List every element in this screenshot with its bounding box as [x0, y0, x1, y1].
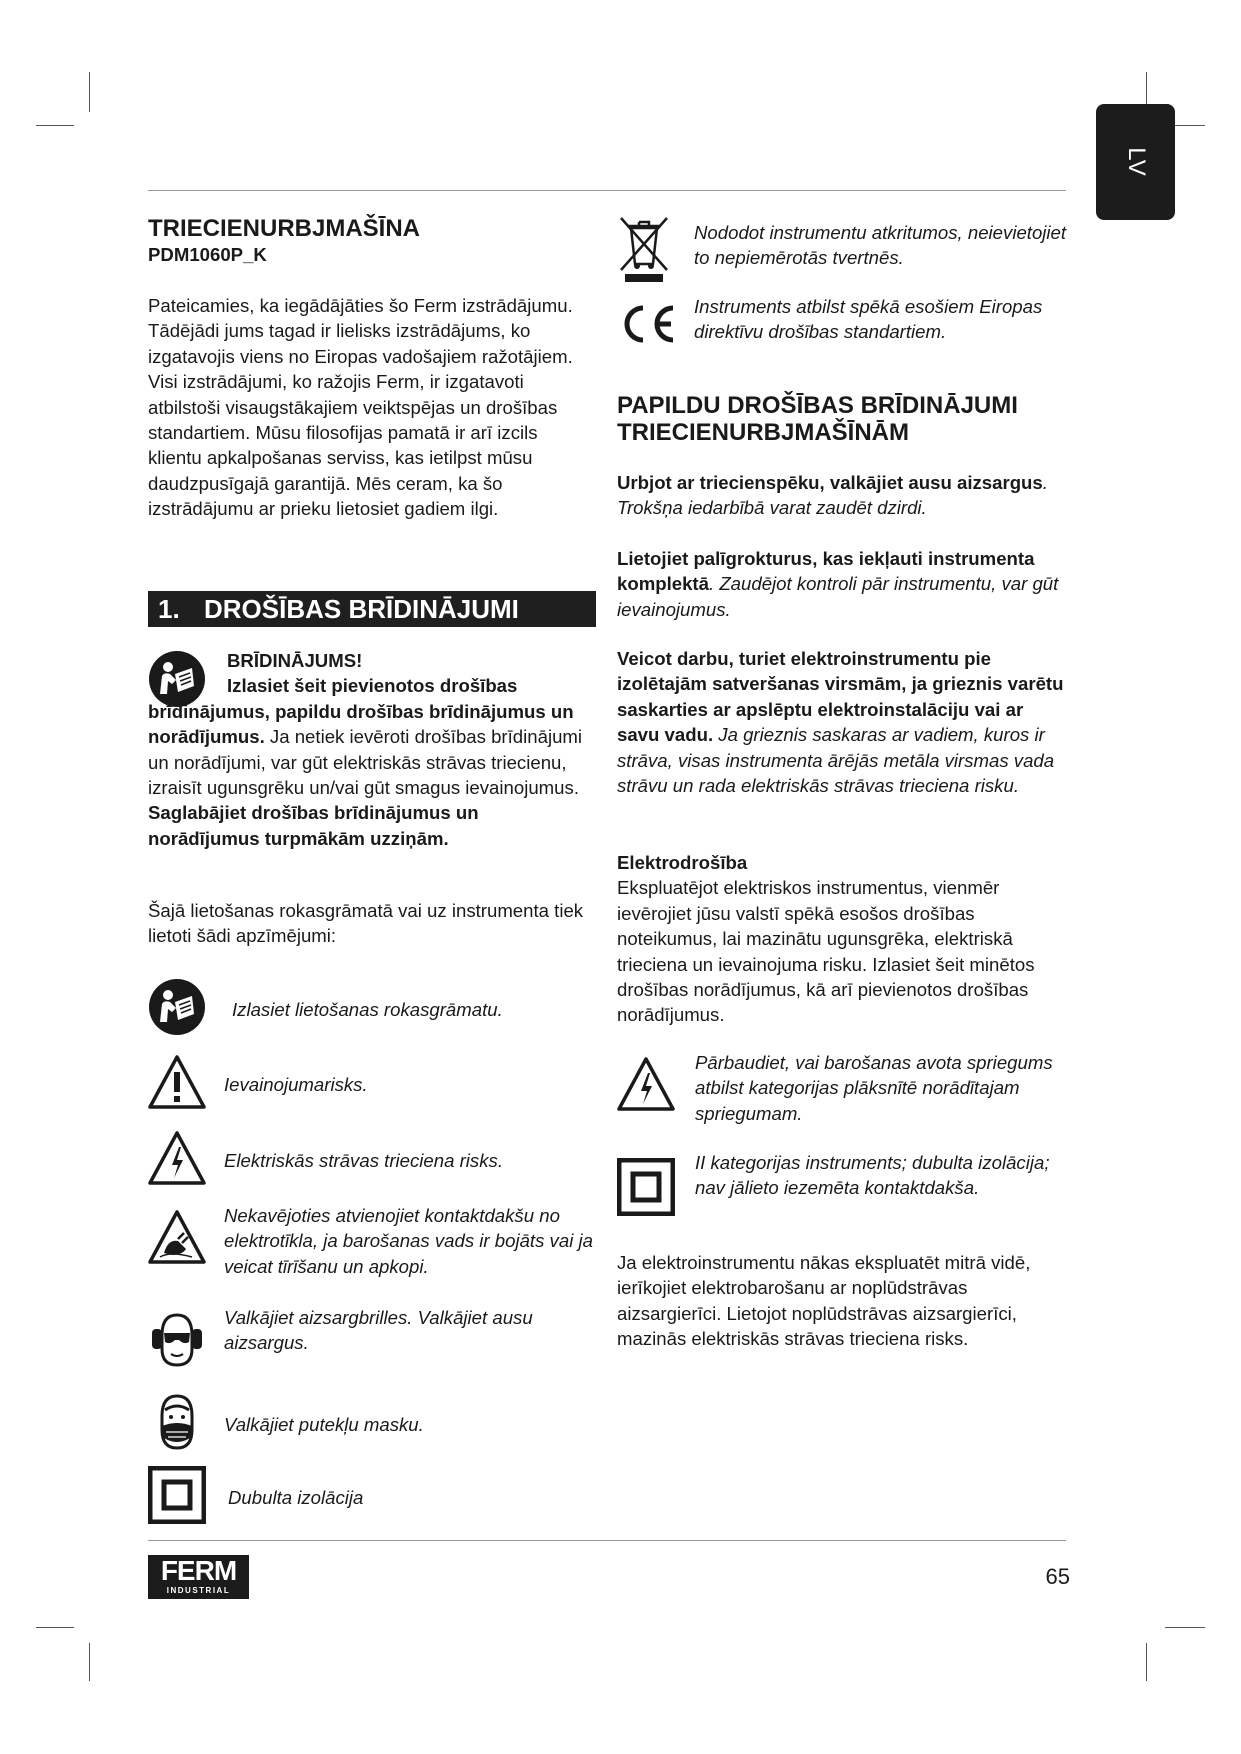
unplug-icon: [148, 1203, 224, 1270]
warning-heading: BRĪDINĀJUMS!: [227, 650, 363, 671]
page-number: 65: [1045, 1564, 1070, 1589]
header-rule: [148, 190, 1066, 191]
rule-italic: . Zaudējot kontroli pār instrumentu, var gūt ievainojumus.: [617, 573, 1059, 620]
double-insulation-icon: [148, 1466, 228, 1529]
symbol-text: Valkājiet aizsargbrilles. Valkājiet ausu aizsargus.: [224, 1307, 533, 1354]
section-number: 1.: [158, 594, 180, 624]
symbol-text: Elektriskās strāvas trieciena risks.: [224, 1149, 503, 1171]
symbol-row: [148, 1203, 603, 1279]
section2-title: PAPILDU DROŠĪBAS BRĪDINĀJUMI TRIECIENURBJMAŠĪNĀM: [617, 392, 1018, 446]
rule-bold: Veicot darbu, turiet elektroinstrumentu pie izolētajām satveršanas virsmām, ja grieznis varētu saskarties ar apslēptu elektroinstalāciju vai ar savu vadu.: [617, 648, 1064, 746]
footer-rule: [148, 1540, 1066, 1541]
section-heading-safety: [148, 591, 596, 627]
warning-block: [148, 648, 595, 851]
logo-sub: INDUSTRIAL: [166, 1586, 231, 1595]
intro-paragraph: [148, 293, 595, 522]
symbol-text: Izlasiet lietošanas rokasgrāmatu.: [232, 998, 503, 1020]
warning-triangle-icon: [148, 1054, 224, 1115]
intro-text: Pateicamies, ka iegādājāties šo Ferm izstrādājumu. Tādējādi jums tagad ir lielisks izstrādājums, ko izgatavojis viens no Eiropas vadošajiem ražotājiem. Visi izstrādājumi, ko ražojis Ferm, ir izgatavoti atbilstoši visaugstākajiem veiktspējas un drošības standartiem. Mūsu filosofijas pamatā ir arī izcils klientu apkalpošanas serviss, kas ietilpst mūsu daudzpusīgajā garantijā. Mēs ceram, ka šo izstrādājumu ar prieku lietosiet gadiem ilgi.: [148, 295, 573, 520]
symbol-text: Pārbaudiet, vai barošanas avota spriegums atbilst kategorijas plāksnītē norādītajam spriegumam.: [695, 1052, 1053, 1124]
logo-main: FERM: [160, 1555, 237, 1586]
electrical-safety-block: [617, 850, 1067, 1028]
symbol-row: [617, 1050, 1067, 1126]
warning-tail: Saglabājiet drošības brīdinājumus un norādījumus turpmākām uzziņām.: [148, 802, 479, 849]
symbol-text: Nododot instrumentu atkritumos, neievietojiet to nepiemērotās tvertnēs.: [694, 222, 1067, 269]
ferm-logo: [148, 1555, 249, 1599]
rule-italic: Ja grieznis saskaras ar vadiem, kuros ir strāva, visas instrumenta ārējās metāla virsmas vada strāvu un rada elektriskās strāvas trieciena risku.: [617, 724, 1055, 797]
symbols-intro: [148, 898, 595, 949]
rule-bold: Urbjot ar triecienspēku, valkājiet ausu aizsargus: [617, 472, 1043, 493]
symbol-text: Instruments atbilst spēkā esošiem Eiropas direktīvu drošības standartiem.: [694, 296, 1043, 343]
read-manual-icon: [148, 978, 228, 1041]
rcd-text: Ja elektroinstrumentu nākas ekspluatēt mitrā vidē, ierīkojiet elektrobarošanu ar noplūdstrāvas aizsargierīci. Lietojot noplūdstrāvas aizsargierīci, mazinās elektriskās strāvas trieciena risks.: [617, 1252, 1031, 1350]
voltage-check-icon: [617, 1050, 695, 1117]
electrical-body: Ekspluatējot elektriskos instrumentus, vienmēr ievērojiet jūsu valstī spēkā esošos drošības noteikumus, lai mazinātu ugunsgrēka, elektriskā trieciena un ievainojuma risku. Izlasiet šeit minētos drošības norādījumus, kā arī pievienotos drošības norādījumus.: [617, 877, 1035, 1026]
crop-mark: [89, 1643, 90, 1681]
electrical-heading: Elektrodrošība: [617, 852, 748, 873]
symbol-row: [617, 1150, 1067, 1221]
rcd-paragraph: [617, 1250, 1067, 1352]
electric-shock-icon: [148, 1130, 224, 1191]
rule-1: [617, 470, 1067, 521]
symbols-intro-text: Šajā lietošanas rokasgrāmatā vai uz instrumenta tiek lietoti šādi apzīmējumi:: [148, 900, 584, 947]
symbol-row: [617, 214, 1067, 289]
goggles-ear-protection-icon: [148, 1305, 224, 1374]
crop-mark: [1146, 1643, 1147, 1681]
symbol-row: [148, 1130, 598, 1191]
symbol-text: Valkājiet putekļu masku.: [224, 1413, 424, 1435]
crop-mark: [36, 125, 74, 126]
symbol-row: [148, 1305, 598, 1374]
rule-italic: . Trokšņa iedarbībā varat zaudēt dzirdi.: [617, 472, 1048, 519]
language-tab: [1096, 104, 1175, 220]
warning-lead: Izlasiet šeit pievienotos drošības brīdinājumus, papildu drošības brīdinājumus un norādījumus.: [148, 675, 574, 748]
crop-mark: [1165, 1627, 1205, 1628]
rule-3: [617, 646, 1067, 798]
section-title: DROŠĪBAS BRĪDINĀJUMI: [204, 594, 519, 624]
rule-2: [617, 546, 1067, 622]
class2-icon: [617, 1150, 695, 1221]
symbol-row: [617, 294, 1067, 351]
symbol-text: II kategorijas instruments; dubulta izolācija; nav jālieto iezemēta kontaktdakša.: [695, 1152, 1050, 1199]
symbol-row: [148, 1392, 598, 1457]
language-code: LV: [1122, 147, 1150, 177]
symbol-text: Ievainojumarisks.: [224, 1073, 368, 1095]
symbol-text: Nekavējoties atvienojiet kontaktdakšu no elektrotīkla, ja barošanas vads ir bojāts vai ja veicat tīrīšanu un apkopi.: [224, 1205, 593, 1277]
rule-bold: Lietojiet palīgrokturus, kas iekļauti instrumenta komplektā: [617, 548, 1035, 595]
section2-heading-block: [617, 392, 1067, 446]
crop-mark: [36, 1627, 74, 1628]
warning-body: Ja netiek ievēroti drošības brīdinājumi un norādījumi, var gūt elektriskās strāvas triecienu, izraisīt ugunsgrēku un/vai gūt smagus ievainojumus.: [148, 726, 583, 799]
ce-mark-icon: [617, 294, 694, 351]
title-block: [148, 215, 595, 267]
symbol-row: [148, 1054, 598, 1115]
symbol-row: [148, 1466, 598, 1529]
symbol-row: [148, 978, 598, 1041]
weee-bin-icon: [617, 214, 694, 289]
page-title: TRIECIENURBJMAŠĪNA: [148, 215, 421, 242]
model-number: PDM1060P_K: [148, 244, 267, 265]
symbol-text: Dubulta izolācija: [228, 1486, 364, 1508]
crop-mark: [89, 72, 90, 112]
dust-mask-icon: [148, 1392, 224, 1457]
